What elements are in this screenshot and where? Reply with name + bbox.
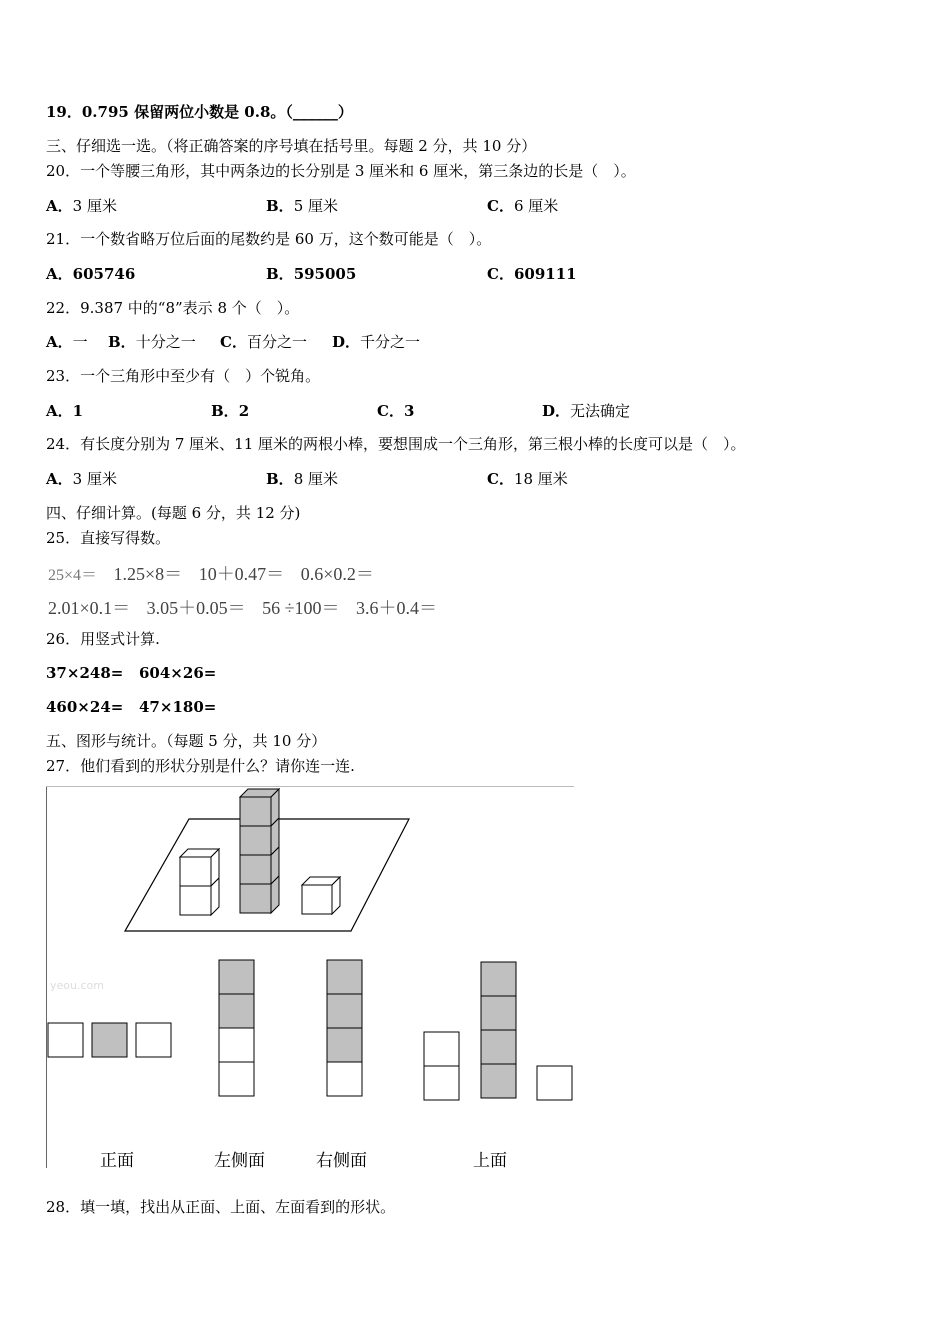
q25-expr: 25×4＝ [48, 567, 98, 584]
q25-expr: 3.6＋0.4＝ [356, 598, 438, 618]
q20-option-a: A．3 厘米 [46, 197, 117, 215]
q26-row1 [46, 663, 216, 683]
q25-expr: 2.01×0.1＝ [48, 598, 131, 618]
cube-stack-middle [240, 789, 279, 913]
view-option-row [48, 1023, 171, 1057]
q26-text: 26．用竖式计算. [46, 630, 160, 648]
q22-option-a: A．一 [46, 333, 88, 351]
q23-option-b: B．2 [211, 402, 250, 420]
q26-row2 [46, 697, 216, 717]
q22-option-d: D．千分之一 [332, 333, 421, 351]
q25-row1 [48, 560, 386, 586]
q26-expr: 604×26= [139, 664, 217, 682]
section4-title: 四、仔细计算。(每题 6 分，共 12 分) [46, 504, 301, 522]
q23-text: 23．一个三角形中至少有（ ）个锐角。 [46, 367, 321, 385]
q20-text: 20．一个等腰三角形，其中两条边的长分别是 3 厘米和 6 厘米，第三条边的长是（ ）。 [46, 162, 636, 180]
caption-front: 正面 [100, 1151, 134, 1171]
q24-text: 24．有长度分别为 7 厘米、11 厘米的两根小棒，要想围成一个三角形，第三根小棒的长度可以是（ ）。 [46, 435, 746, 453]
q25-expr: 0.6×0.2＝ [300, 564, 374, 584]
q25-row2 [48, 594, 449, 620]
q24-option-b: B．8 厘米 [266, 470, 338, 488]
q21-text: 21．一个数省略万位后面的尾数约是 60 万，这个数可能是（ ）。 [46, 230, 492, 248]
q20-option-c: C．6 厘米 [487, 197, 559, 215]
watermark: yeou.com [50, 979, 104, 992]
q28-text: 28．填一填，找出从正面、上面、左面看到的形状。 [46, 1198, 396, 1216]
view-option-column-c [327, 960, 362, 1096]
caption-top: 上面 [473, 1151, 507, 1171]
section3-title: 三、仔细选一选。（将正确答案的序号填在括号里。每题 2 分，共 10 分） [46, 137, 537, 155]
caption-left-side: 左侧面 [214, 1151, 265, 1171]
q25-expr: 3.05＋0.05＝ [146, 598, 246, 618]
q27-figure [46, 786, 576, 1171]
q21-option-c: C．609111 [487, 265, 577, 283]
q21-option-a: A．605746 [46, 265, 136, 283]
cube-single-right [302, 877, 340, 914]
q24-option-a: A．3 厘米 [46, 470, 117, 488]
q19-text: 19．0.795 保留两位小数是 0.8。（______） [46, 103, 353, 121]
view-option-combined [424, 962, 572, 1100]
cube-stack-left [180, 849, 219, 915]
section5-title: 五、图形与统计。（每题 5 分，共 10 分） [46, 732, 327, 750]
q23-option-a: A．1 [46, 402, 84, 420]
q25-expr: 1.25×8＝ [113, 564, 183, 584]
q25-expr: 56 ÷100＝ [262, 598, 340, 618]
view-option-column-b [219, 960, 254, 1096]
q20-option-b: B．5 厘米 [266, 197, 338, 215]
q22-option-c: C．百分之一 [220, 333, 307, 351]
caption-right-side: 右侧面 [316, 1151, 367, 1171]
q26-expr: 47×180= [139, 698, 217, 716]
q22-text: 22．9.387 中的“8”表示 8 个（ ）。 [46, 299, 300, 317]
q27-text: 27．他们看到的形状分别是什么？请你连一连. [46, 757, 355, 775]
q26-expr: 37×248= [46, 664, 124, 682]
q24-option-c: C．18 厘米 [487, 470, 568, 488]
q21-option-b: B．595005 [266, 265, 357, 283]
q23-option-c: C．3 [377, 402, 415, 420]
q25-expr: 10＋0.47＝ [198, 564, 285, 584]
q22-option-b: B．十分之一 [108, 333, 196, 351]
q23-option-d: D．无法确定 [542, 402, 631, 420]
q26-expr: 460×24= [46, 698, 124, 716]
q25-text: 25．直接写得数。 [46, 529, 171, 547]
